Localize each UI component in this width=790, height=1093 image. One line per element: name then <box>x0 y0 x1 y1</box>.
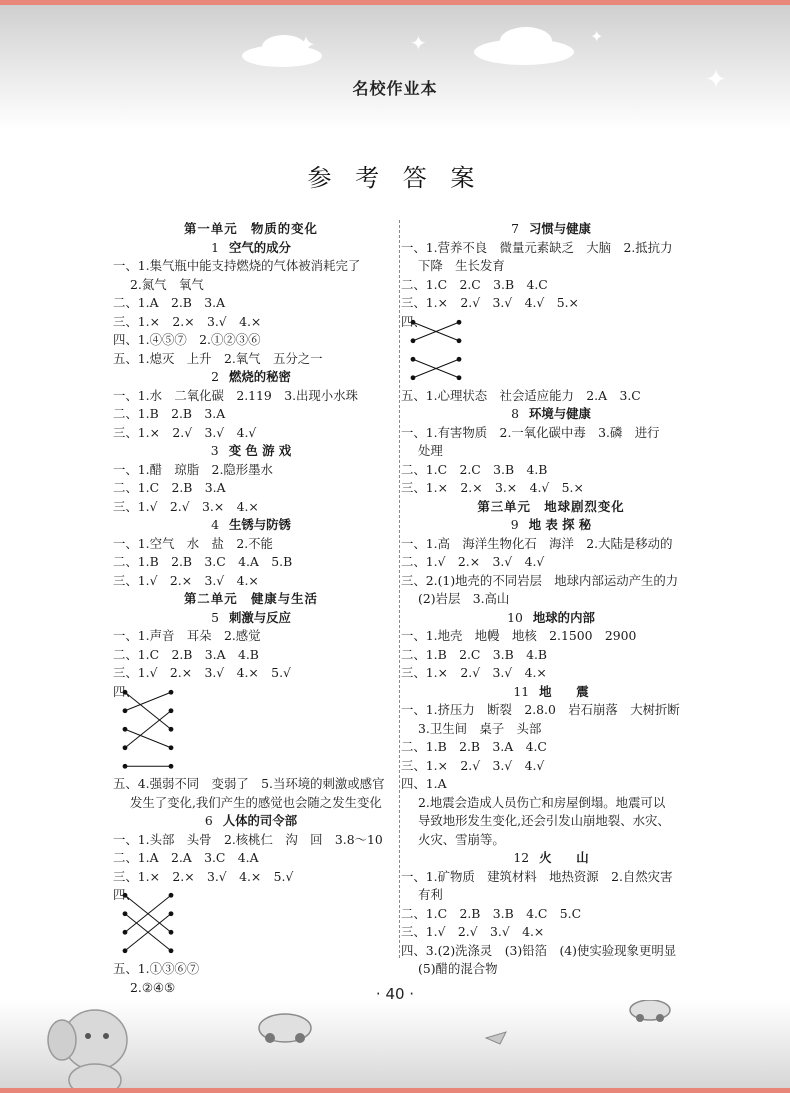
answer-line: 二、1.C 2.C 3.B 4.B <box>401 461 548 477</box>
answer-line: 二、1.B 2.B 3.A 4.C <box>401 739 547 754</box>
answer-line: 五、4.强弱不同 变弱了 5.当环境的刺激或感官 <box>113 776 385 791</box>
footer-illustration <box>0 1000 790 1093</box>
lesson-title: 火 山 <box>539 850 589 865</box>
lesson-title: 地 震 <box>539 683 589 699</box>
answer-line: 五、1.①③⑥⑦ <box>113 961 200 976</box>
answer-line: 三、1.× 2.√ 3.√ 4.√ <box>401 757 545 773</box>
answer-line: 一、1.集气瓶中能支持燃烧的气体被消耗完了 <box>113 258 361 273</box>
lesson-title: 习惯与健康 <box>528 221 591 236</box>
question-label: 四、 <box>113 887 138 902</box>
answer-line: 一、1.醋 琼脂 2.隐形墨水 <box>113 461 273 477</box>
lesson-title: 地 表 探 秘 <box>528 517 592 532</box>
unit-heading: 第三单元 地球剧烈变化 <box>477 498 625 514</box>
lesson-heading <box>113 368 389 387</box>
answer-line: 一、1.高 海洋生物化石 海洋 2.大陆是移动的 <box>401 535 673 551</box>
answer-line: (5)醋的混合物 <box>418 961 498 976</box>
answer-line: 三、1.× 2.× 3.√ 4.× 5.√ <box>113 868 294 884</box>
answer-line: (2)岩层 3.高山 <box>418 591 510 606</box>
answer-line: 有利 <box>418 887 443 902</box>
header-background <box>0 5 790 130</box>
answer-line: 二、1.C 2.B 3.A 4.B <box>113 646 259 662</box>
lesson-heading <box>401 516 701 535</box>
answer-line: 一、1.营养不良 微量元素缺乏 大脑 2.抵抗力 <box>401 239 673 255</box>
answer-line: 处理 <box>418 443 443 458</box>
matching-answer <box>401 313 701 387</box>
lesson-heading <box>113 516 389 535</box>
answer-line: 三、1.√ 2.× 3.√ 4.× <box>113 572 259 588</box>
answer-line: 三、1.√ 2.√ 3.√ 4.× <box>401 924 545 939</box>
lesson-number: 7 <box>511 221 519 236</box>
answer-line: 四、1.A <box>401 776 447 791</box>
answer-line: 二、1.√ 2.× 3.√ 4.√ <box>401 554 545 569</box>
footer-background <box>0 1000 790 1093</box>
answer-line: 火灾、雪崩等。 <box>418 831 505 847</box>
lesson-number: 5 <box>211 609 219 625</box>
column-divider <box>399 220 400 958</box>
answer-line: 二、1.B 2.B 3.A <box>113 406 226 421</box>
answer-line: 二、1.B 2.B 3.C 4.A 5.B <box>113 554 293 569</box>
right-column <box>401 220 701 979</box>
lesson-number: 11 <box>513 683 530 699</box>
lesson-number: 10 <box>507 609 523 625</box>
star-decoration: ✦ <box>705 65 727 95</box>
answer-line: 二、1.A 2.B 3.A <box>113 295 226 310</box>
lesson-title: 刺激与反应 <box>228 609 291 625</box>
cloud-decoration <box>500 27 552 55</box>
matching-answer <box>113 886 389 960</box>
answer-line: 一、1.挤压力 断裂 2.8.0 岩石崩落 大树折断 <box>401 702 680 717</box>
lesson-title: 人体的司令部 <box>222 813 298 828</box>
book-title: 名校作业本 <box>352 79 438 98</box>
answer-line: 一、1.头部 头骨 2.核桃仁 沟 回 3.8～10 <box>113 831 383 847</box>
answer-line: 三、1.× 2.√ 3.√ 4.√ <box>113 424 257 440</box>
match-line <box>125 729 171 748</box>
answer-line: 四、3.(2)洗涤灵 (3)铅箔 (4)使实验现象更明显 <box>401 942 677 958</box>
lesson-title: 燃烧的秘密 <box>228 369 291 384</box>
lesson-heading <box>401 220 701 239</box>
star-decoration: ✦ <box>410 31 427 55</box>
page-number: · 40 · <box>375 985 415 1003</box>
lesson-number: 3 <box>210 443 219 458</box>
unit-heading: 第二单元 健康与生活 <box>184 591 318 606</box>
matching-answer <box>113 683 389 776</box>
answer-line: 一、1.有害物质 2.一氧化碳中毒 3.磷 进行 <box>401 424 660 440</box>
answer-line: 二、1.C 2.B 3.B 4.C 5.C <box>401 905 582 921</box>
elephant-mascot-icon <box>48 1010 127 1093</box>
answer-line: 三、1.√ 2.× 3.√ 4.× 5.√ <box>113 665 291 680</box>
answer-line: 二、1.B 2.C 3.B 4.B <box>401 646 548 662</box>
lesson-number: 6 <box>204 813 213 828</box>
answer-line: 三、1.× 2.× 3.√ 4.× <box>113 313 262 329</box>
lesson-title: 生锈与防锈 <box>228 517 291 532</box>
lesson-number: 9 <box>510 517 519 532</box>
answer-line: 一、1.水 二氧化碳 2.119 3.出现小水珠 <box>113 387 358 403</box>
match-line <box>125 710 171 747</box>
answer-line: 下降 生长发育 <box>418 258 505 273</box>
lesson-heading <box>113 609 389 628</box>
answer-line: 3.卫生间 桌子 头部 <box>418 720 542 736</box>
answer-line: 三、1.√ 2.√ 3.× 4.× <box>113 498 259 514</box>
star-decoration: ✦ <box>296 31 317 59</box>
answer-line: 三、2.(1)地壳的不同岩层 地球内部运动产生的力 <box>401 572 679 588</box>
question-label: 四、 <box>401 313 426 329</box>
question-label: 四、 <box>113 683 138 699</box>
lesson-heading <box>113 442 389 461</box>
page-title: 参 考 答 案 <box>307 164 483 192</box>
answer-line: 一、1.地壳 地幔 地核 2.1500 2900 <box>401 628 637 643</box>
lesson-number: 1 <box>211 239 219 255</box>
answer-line: 一、1.空气 水 盐 2.不能 <box>113 535 273 551</box>
answer-line: 2.氮气 氧气 <box>130 276 204 292</box>
answer-line: 2.地震会造成人员伤亡和房屋倒塌。地震可以 <box>418 794 666 810</box>
bottom-color-band <box>0 1088 790 1093</box>
answer-line: 发生了变化,我们产生的感觉也会随之发生变化 <box>130 794 382 810</box>
lesson-number: 2 <box>211 369 219 384</box>
answer-line: 2.②④⑤ <box>130 979 176 995</box>
lesson-number: 12 <box>513 850 530 865</box>
left-column <box>113 220 389 997</box>
lesson-heading <box>401 849 701 868</box>
lesson-heading <box>113 239 389 258</box>
star-decoration: ✦ <box>590 27 604 46</box>
answer-line: 三、1.× 2.× 3.× 4.√ 5.× <box>401 480 584 495</box>
lesson-title: 空气的成分 <box>228 239 291 255</box>
lesson-number: 4 <box>211 517 219 532</box>
lesson-title: 环境与健康 <box>528 406 591 421</box>
lesson-heading <box>401 405 701 424</box>
answer-line: 五、1.熄灭 上升 2.氧气 五分之一 <box>113 350 323 366</box>
lesson-title: 变 色 游 戏 <box>228 443 292 458</box>
lesson-number: 8 <box>511 406 519 421</box>
lesson-heading <box>113 812 389 831</box>
answer-line: 二、1.C 2.C 3.B 4.C <box>401 276 548 292</box>
unit-heading: 第一单元 物质的变化 <box>184 221 318 236</box>
answer-line: 二、1.C 2.B 3.A <box>113 480 226 495</box>
car-icon <box>630 1000 670 1022</box>
answer-line: 一、1.矿物质 建筑材料 地热资源 2.自然灾害 <box>401 868 673 884</box>
lesson-heading <box>401 683 701 702</box>
answer-line: 四、1.④⑤⑦ 2.①②③⑥ <box>113 332 261 347</box>
car-icon <box>259 1014 311 1043</box>
leaf-icon <box>486 1032 506 1044</box>
answer-line: 三、1.× 2.√ 3.√ 4.√ 5.× <box>401 295 579 310</box>
answer-line: 五、1.心理状态 社会适应能力 2.A 3.C <box>401 387 641 403</box>
answer-line: 三、1.× 2.√ 3.√ 4.× <box>401 665 547 680</box>
lesson-heading <box>401 609 701 628</box>
lesson-title: 地球的内部 <box>532 609 595 625</box>
answer-line: 二、1.A 2.A 3.C 4.A <box>113 850 259 865</box>
answer-line: 一、1.声音 耳朵 2.感觉 <box>113 628 261 643</box>
answer-line: 导致地形发生变化,还会引发山崩地裂、水灾、 <box>418 813 670 828</box>
